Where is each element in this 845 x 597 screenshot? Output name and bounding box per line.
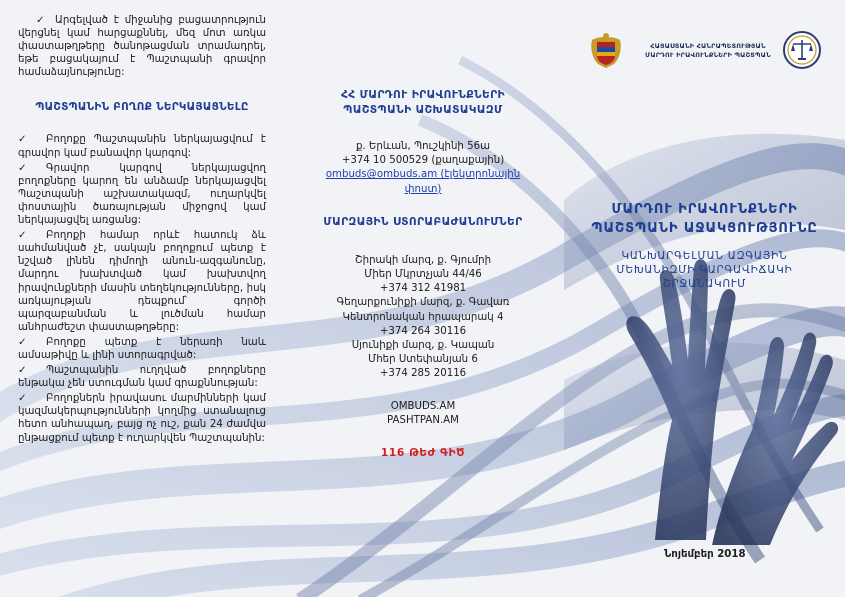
org-name: ՀԱՅԱՍՏԱՆԻ ՀԱՆՐԱՊԵՏՈՒԹՅԱՆ ՄԱՐԴՈՒ ԻՐԱՎՈՒՆՔՆԵՐԻ ՊԱՇՏՊԱՆ [645, 42, 771, 59]
publication-date: Նոյեմբեր 2018 [664, 549, 746, 560]
complaint-item [18, 229, 266, 334]
website-link[interactable]: OMBUDS.AM [390, 400, 456, 412]
check-icon: ✓ [18, 365, 27, 377]
check-icon: ✓ [18, 230, 27, 242]
branch-line: +374 285 20116 [379, 368, 467, 380]
complaint-item [18, 133, 266, 159]
left-panel [0, 0, 282, 597]
complaint-item [18, 392, 266, 444]
branch-line: Միեր Մկրտչյան 44/46 [364, 269, 482, 281]
complaint-item-text: Բողոքը Պաշտպանին ներկայացվում է գրավոր կամ բանավոր կարգով: [18, 134, 266, 159]
complaint-items-list [18, 133, 266, 444]
check-icon: ✓ [36, 15, 48, 26]
state-emblem-icon [586, 30, 626, 70]
office-title: ՀՀ ՄԱՐԴՈՒ ԻՐԱՎՈՒՆՔՆԵՐԻ ՊԱՇՏՊԱՆԻ ԱՇԽԱՏԱԿԱԶՄ [341, 89, 505, 116]
brochure-title: ՄԱՐԴՈՒ ԻՐԱՎՈՒՆՔՆԵՐԻ ՊԱՇՏՊԱՆԻ ԱՋԱԿՑՈՒԹՅՈՒՆԸ [591, 202, 818, 236]
complaint-item [18, 364, 266, 390]
complaint-item [18, 336, 266, 362]
branch-line: +374 312 41981 [379, 283, 467, 295]
email-link[interactable]: ombuds@ombuds.am (էլեկտրոնային [325, 169, 521, 181]
email-link-cont[interactable]: փոստ) [404, 183, 442, 195]
hotline-number: 116 ԹԵԺ ԳԻԾ [380, 447, 466, 460]
check-icon: ✓ [18, 134, 27, 146]
branches-title: ՄԱՐԶԱՅԻՆ ՍՏՈՐԱԲԱԺԱՆՈՒՄՆԵՐ [323, 215, 523, 228]
office-phone: +374 10 500529 (քաղաքային) [341, 155, 505, 167]
branch-line: Սյունիքի մարզ, ք. Կապան [351, 340, 495, 352]
intro-paragraph: ✓ Արգելված է միջանից բացատրություն վերցնել կամ հարցաքննել, մեզ մոտ առկա փաստաթղթերը ծանոթացման տրամադրել, եթե բացակայում է Պաշտպանի գրավոր համաձայնությունը: [18, 15, 266, 79]
check-icon: ✓ [18, 393, 27, 405]
complaint-item-text: Բողոքներն իրավասու մարմինների կամ կազմակերպությունների կողմից ստանալուց հետո անհապաղ, բայց ոչ ուշ, քան 24 ժամվա ընթացքում պետք է ուղարկվեն Պաշտպանին: [18, 393, 266, 444]
brochure-subtitle: ԿԱՆԽԱՐԳԵԼՄԱՆ ԱԶԳԱՅԻՆ ՄԵԽԱՆԻԶՄԻ ԿԱՐԳԱՎԻՃԱԿԻ ՇՐՋԱՆԱԿՈՒՄ [616, 250, 793, 290]
check-icon: ✓ [18, 162, 27, 174]
complaint-item-text: Գրավոր կարգով ներկայացվող բողոքները կարող են անձամբ ներկայացվել Պաշտպանի աշխատակազմ, ուղարկվել փոստային ծառայության միջոցով կամ ներկայացվել առցանց: [18, 162, 266, 227]
complaint-heading: ՊԱՇՏՊԱՆԻՆ ԲՈՂՈՔ ՆԵՐԿԱՅԱՑՆԵԼԸ [35, 101, 249, 114]
branch-line: Գեղարքունիքի մարզ, ք. Գավառ [336, 297, 510, 309]
complaint-item-text: Բողոքը պետք է ներառի նաև ամսաթիվը և լինի ստորագրված: [18, 336, 266, 361]
branch-line: +374 264 30116 [379, 325, 467, 337]
branch-line: Կենտրոնական հրապարակ 4 [342, 311, 504, 323]
complaint-item-text: Պաշտպանին ուղղված բողոքները ենթակա չեն ստուգման կամ գրաքննության: [18, 365, 266, 390]
ombudsman-scales-logo-icon [782, 30, 822, 70]
complaint-item-text: Բողոքի համար որևէ հատուկ ձև սահմանված չէ, սակայն բողոքում պետք է նշված լինեն դիմողի անուն-ազգանունը, մարդու խախտված կամ խախտվող իրավունքների մասին տեղեկությունները, իսկ առկայության դեպքում՝ գործի պարզաբանման և լուծման համար անհրաժեշտ փաստաթղթերը: [18, 230, 266, 333]
middle-panel [282, 0, 564, 597]
branches-list [296, 254, 550, 382]
complaint-item [18, 162, 266, 227]
right-panel [564, 0, 845, 597]
logo-row [586, 30, 826, 70]
websites-list [296, 400, 550, 428]
branch-line: Շիրակի մարզ, ք. Գյումրի [354, 254, 492, 266]
branch-line: Մհեր Ստեփանյան 6 [368, 354, 478, 366]
check-icon: ✓ [18, 336, 27, 348]
website-link[interactable]: PASHTPAN.AM [387, 414, 459, 426]
office-address: ք. Երևան, Պուշկինի 56ա [355, 141, 491, 152]
